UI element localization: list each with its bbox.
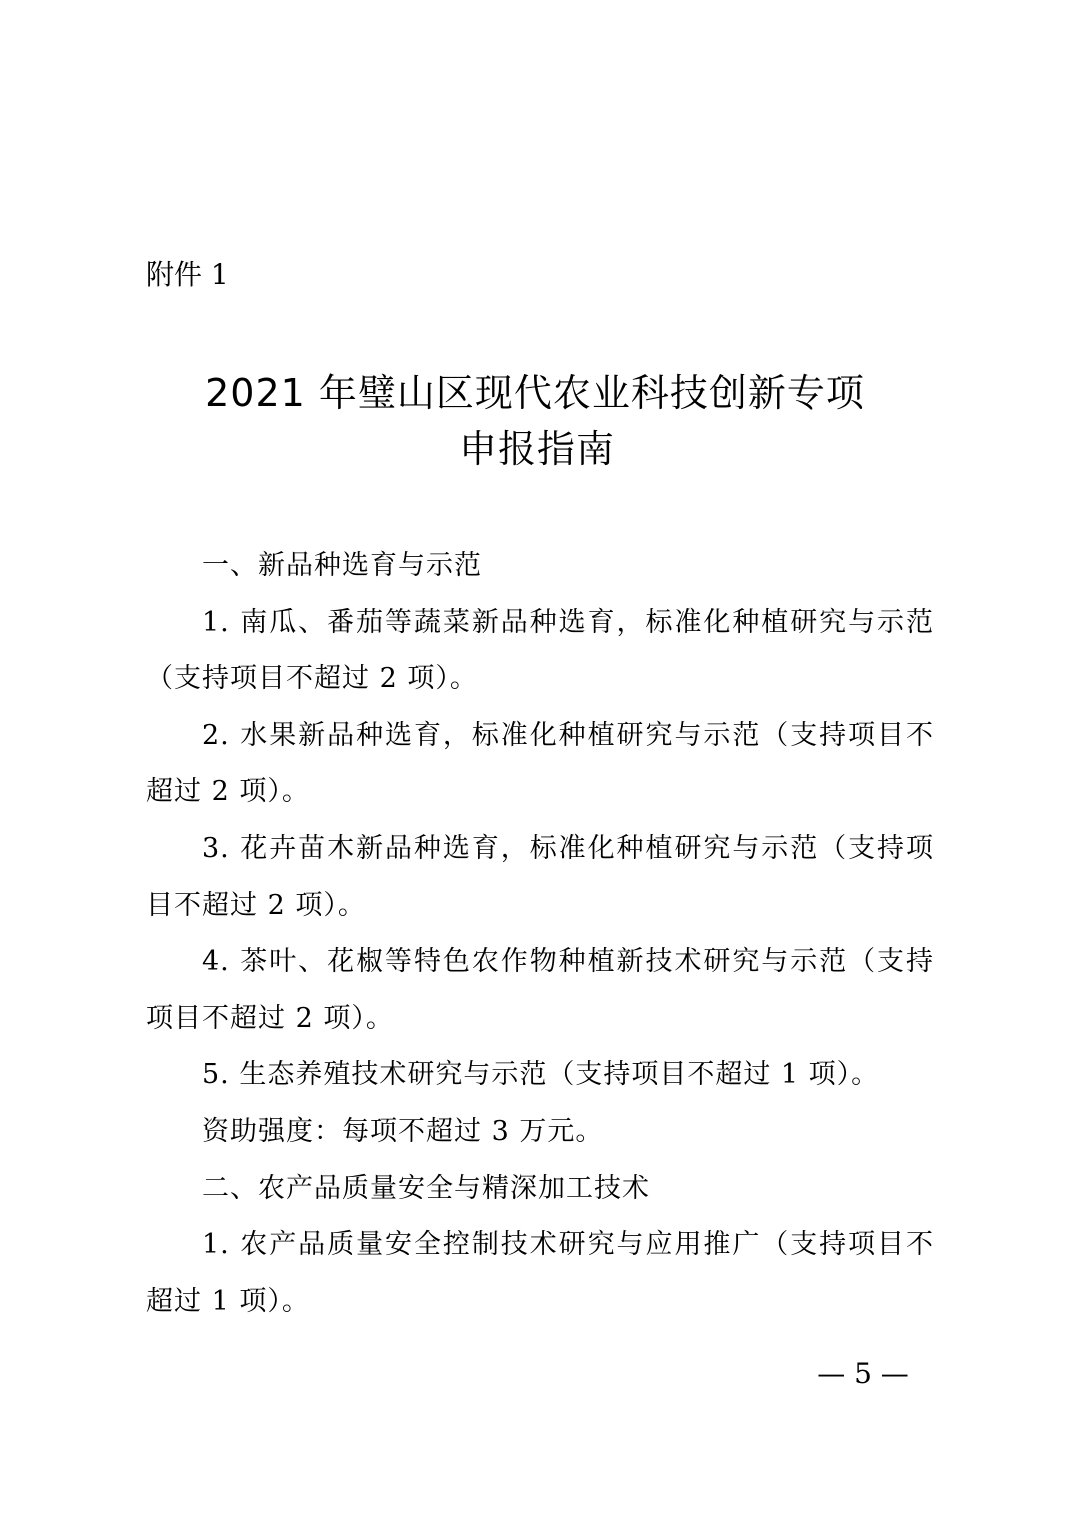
- item-1-1-line-1: 1. 南瓜、番茄等蔬菜新品种选育，标准化种植研究与示范: [202, 606, 934, 638]
- item-1-3-line-2: 目不超过 2 项）。: [146, 889, 366, 921]
- item-1-1-line-2: （支持项目不超过 2 项）。: [146, 663, 478, 695]
- section-heading-1: 一、新品种选育与示范: [202, 550, 482, 581]
- item-1-2-line-2: 超过 2 项）。: [146, 776, 310, 808]
- document-title-line-2: 申报指南: [458, 427, 615, 471]
- section-heading-2: 二、农产品质量安全与精深加工技术: [202, 1172, 650, 1204]
- item-1-4-line-1: 4. 茶叶、花椒等特色农作物种植新技术研究与示范（支持: [202, 946, 934, 978]
- item-1-3-line-1: 3. 花卉苗木新品种选育，标准化种植研究与示范（支持项: [202, 832, 934, 864]
- item-1-5: 5. 生态养殖技术研究与示范（支持项目不超过 1 项）。: [202, 1059, 880, 1091]
- funding-intensity: 资助强度：每项不超过 3 万元。: [202, 1115, 604, 1147]
- item-2-1-line-2: 超过 1 项）。: [146, 1285, 310, 1317]
- document-body: [146, 538, 934, 1330]
- item-2-1-line-1: 1. 农产品质量安全控制技术研究与应用推广（支持项目不: [202, 1229, 934, 1261]
- attachment-label: 附件 1: [146, 258, 229, 291]
- item-1-2-line-1: 2. 水果新品种选育，标准化种植研究与示范（支持项目不: [202, 719, 934, 751]
- item-1-4-line-2: 项目不超过 2 项）。: [146, 1002, 394, 1034]
- page-number: — 5 —: [817, 1357, 909, 1390]
- document-title-line-1: 2021 年璧山区现代农业科技创新专项: [205, 371, 865, 415]
